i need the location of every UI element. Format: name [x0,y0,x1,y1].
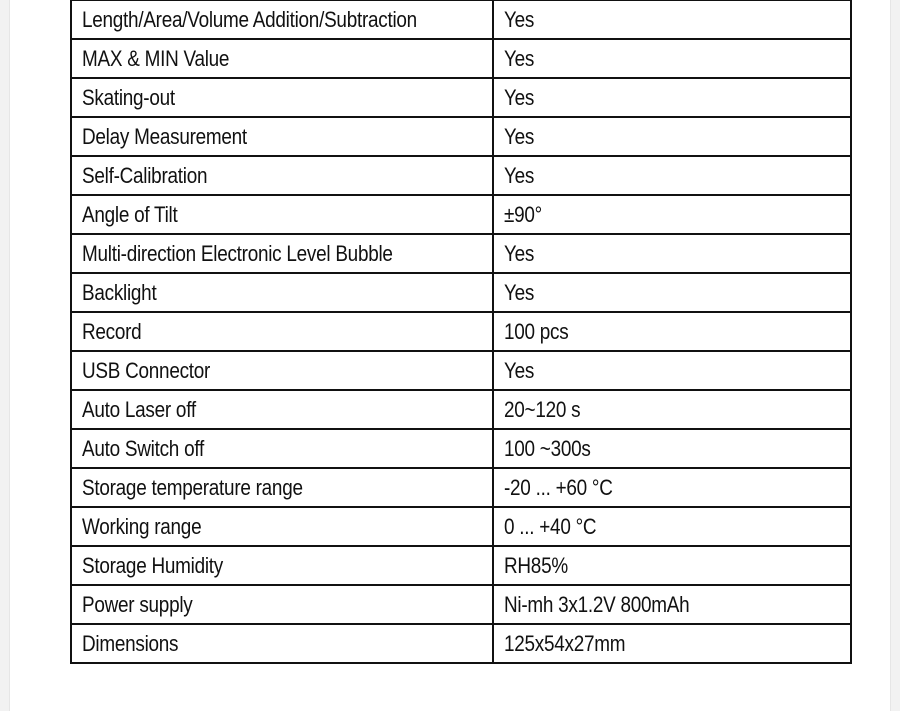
table-row [71,429,851,468]
table-row [71,312,851,351]
spec-value: 0 ... +40 °C [493,507,851,546]
spec-value: -20 ... +60 °C [493,468,851,507]
spec-value: ±90° [493,195,851,234]
table-row [71,273,851,312]
spec-value: Yes [493,0,851,39]
table-row [71,195,851,234]
spec-label: Storage Humidity [71,546,493,585]
spec-label: Skating-out [71,78,493,117]
spec-label: Auto Switch off [71,429,493,468]
spec-label: Power supply [71,585,493,624]
spec-label: MAX & MIN Value [71,39,493,78]
spec-value: 125x54x27mm [493,624,851,663]
spec-value: Yes [493,156,851,195]
spec-value: Yes [493,273,851,312]
spec-value: Ni-mh 3x1.2V 800mAh [493,585,851,624]
spec-label: Multi-direction Electronic Level Bubble [71,234,493,273]
page-content [9,0,891,711]
spec-value: Yes [493,39,851,78]
table-row [71,390,851,429]
spec-label: Storage temperature range [71,468,493,507]
table-row [71,468,851,507]
table-row [71,624,851,663]
spec-label: Angle of Tilt [71,195,493,234]
spec-label: Length/Area/Volume Addition/Subtraction [71,0,493,39]
table-row [71,39,851,78]
spec-value: 100 pcs [493,312,851,351]
table-row [71,351,851,390]
spec-label: Delay Measurement [71,117,493,156]
table-row [71,117,851,156]
spec-value: Yes [493,78,851,117]
table-row [71,0,851,39]
spec-value: 20~120 s [493,390,851,429]
spec-label: Dimensions [71,624,493,663]
spec-value: Yes [493,234,851,273]
spec-label: Auto Laser off [71,390,493,429]
spec-value: Yes [493,117,851,156]
table-row [71,78,851,117]
spec-label: Self-Calibration [71,156,493,195]
spec-label: Working range [71,507,493,546]
spec-value: RH85% [493,546,851,585]
table-row [71,585,851,624]
spec-value: Yes [493,351,851,390]
spec-label: USB Connector [71,351,493,390]
table-row [71,546,851,585]
table-row [71,156,851,195]
table-row [71,234,851,273]
table-row [71,507,851,546]
spec-value: 100 ~300s [493,429,851,468]
spec-label: Backlight [71,273,493,312]
spec-label: Record [71,312,493,351]
specification-table [70,0,852,664]
